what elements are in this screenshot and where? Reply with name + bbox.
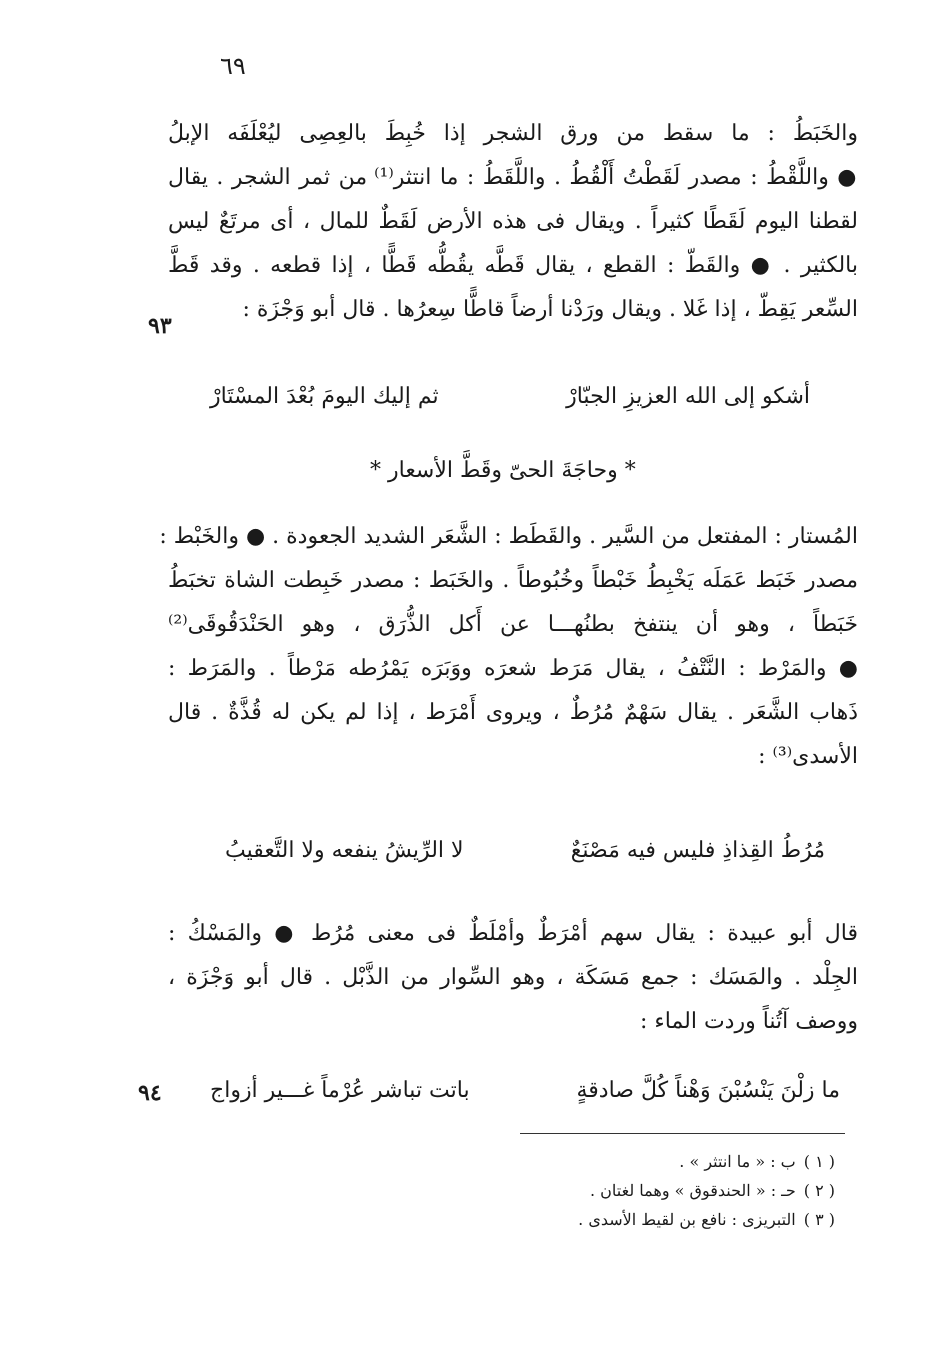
footnote-text: ب : « ما انتثر » . xyxy=(679,1152,796,1171)
verse-3-first-hemistich: ما زلْنَ يَنْسُبْنَ وَهْناً كُلَّ صادقةٍ xyxy=(576,1078,840,1103)
paragraph-3 xyxy=(168,912,858,1044)
paragraph-line: خَبَطاً ، وهو أن ينتفخ بطنُهـــا عن أَكل الذُّرَق ، وهو الحَنْدَقُوقَى⁽²⁾ xyxy=(168,612,858,637)
paragraph-line: ذَهاب الشَّعَر . يقال سَهْمٌ مُرُطٌ ، ويروى أَمْرَط ، إذا لم يكن له قُذَّةٌ . قال xyxy=(168,700,858,725)
paragraph-line: الجِلْد . والمَسَك : جمع مَسَكَة ، وهو السِّوار من الذَّبْل . قال أبو وَجْزَة ، xyxy=(168,965,858,990)
paragraph-line: قال أبو عبيدة : يقال سهم أمْرَطٌ وأمْلَطٌ فى معنى مُرُط ● والمَسْكُ : xyxy=(168,921,858,946)
margin-number: ٩٣ xyxy=(148,313,172,339)
verse-1-second-hemistich: ثم إليك اليومَ بُعْدَ المسْتَارْ xyxy=(210,384,439,409)
paragraph-line: والخَبَطُ : ما سقط من ورق الشجر إذا خُبِطَ بالعِصِى ليُعْلَفَه الإبلُ xyxy=(168,121,858,146)
verse-1-continuation: * وحاجَةَ الحىّ وقَطَّ الأسعار * xyxy=(370,458,636,483)
footnote-3 xyxy=(578,1210,835,1229)
paragraph-line: الأسدى⁽³⁾ : xyxy=(758,744,858,769)
verse-2-line xyxy=(225,838,825,882)
footnote-text: حـ : « الحندقوق » وهما لغتان . xyxy=(589,1181,796,1200)
page-number: ٦٩ xyxy=(220,52,246,80)
footnote-label: ( ٣ ) xyxy=(803,1210,835,1229)
footnote-label: ( ٢ ) xyxy=(803,1181,835,1200)
footnote-divider xyxy=(520,1133,845,1134)
paragraph-1 xyxy=(168,112,858,332)
paragraph-line: بالكثير . ● والقَطّ : القطع ، يقال قَطَّه يقُطُّه قَطًّا ، إذا قطعه . وقد قَطَّ xyxy=(168,253,858,278)
paragraph-line: مصدر خَبَط عَمَلَه يَخْبِطُ خَبْطاً وخُبُوطاً . والخَبَط : مصدر خَبِطت الشاة تخبَطُ xyxy=(168,568,858,593)
verse-1-line xyxy=(210,384,810,428)
verse-1-first-hemistich: أشكو إلى الله العزيزِ الجبّارْ xyxy=(566,384,810,409)
paragraph-line: ● والمَرْط : النَّتْفُ ، يقال مَرَط شعرَه ووَبَرَه يَمْرُطه مَرْطاً . والمَرَط : xyxy=(168,656,858,681)
paragraph-line: ووصف آتُناً وردت الماء : xyxy=(639,1009,858,1034)
footnote-2 xyxy=(590,1181,835,1200)
paragraph-2 xyxy=(159,515,858,779)
footnote-text: التبريزى : نافع بن لقيط الأسدى . xyxy=(578,1210,796,1229)
footnote-1 xyxy=(679,1152,835,1171)
footnote-label: ( ١ ) xyxy=(803,1152,835,1171)
verse-3-second-hemistich: باتت تباشر عُرْماً غـــير أزواج xyxy=(210,1078,470,1103)
paragraph-line: ● واللَّقْطُ : مصدر لَقَطْتُ أَلْقُطُ . واللَّقَطُ : ما انتثر⁽¹⁾ من ثمر الشجر . يقال xyxy=(168,165,858,190)
verse-2-second-hemistich: لا الرِّيشُ ينفعه ولا التَّعقيبُ xyxy=(225,838,464,863)
verse-2-first-hemistich: مُرُطُ القِذاذِ فليس فيه مَصْنَعٌ xyxy=(570,838,825,863)
margin-number: ٩٤ xyxy=(138,1080,162,1106)
paragraph-line: المُستار : المفتعل من السَّير . والقَطَط : الشَّعَر الشديد الجعودة . ● والخَبْط : xyxy=(159,524,858,549)
verse-3-line xyxy=(210,1078,840,1122)
paragraph-line: السِّعر يَقِطّ ، إذا غَلا . ويقال ورَدْنا أرضاً قاطًّا سِعرُها . قال أبو وَجْزَة : xyxy=(242,297,858,322)
paragraph-line: لقطنا اليوم لَقَطًا كثيراً . ويقال فى هذه الأرض لَقَطٌ للمال ، أى مرتَعٌ ليس xyxy=(168,209,858,234)
